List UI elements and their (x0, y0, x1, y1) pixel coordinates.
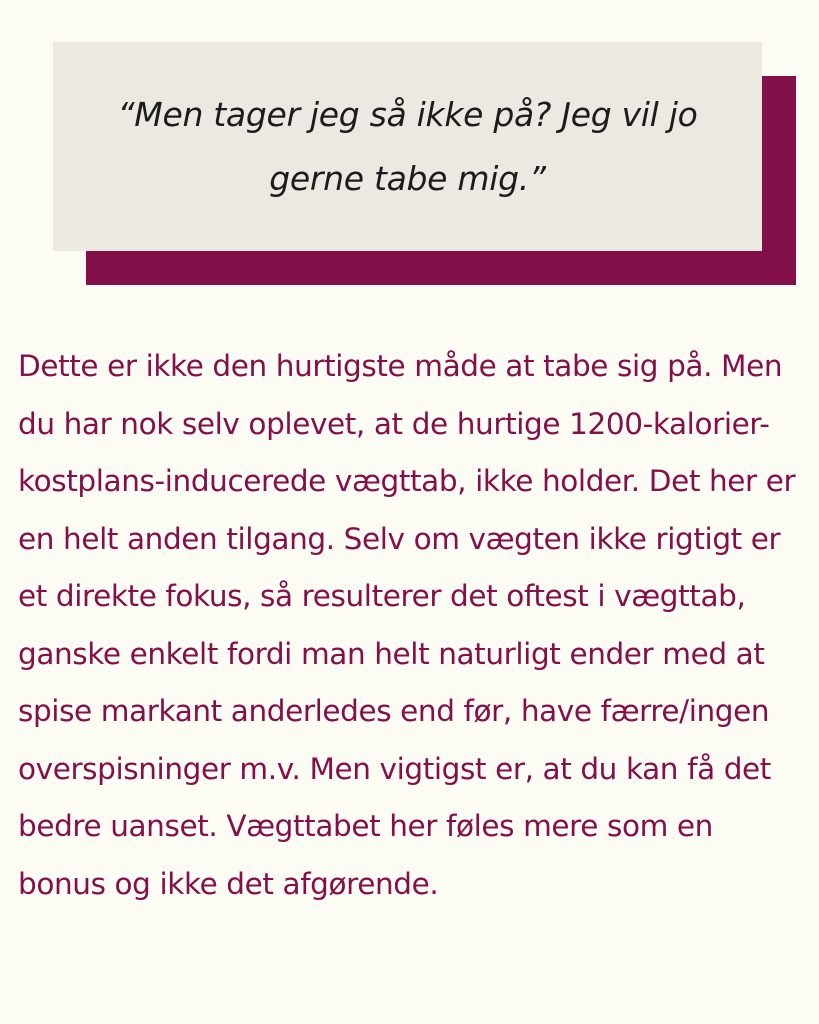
quote-box (53, 42, 762, 251)
quote-text: “Men tager jeg så ikke på? Jeg vil jo gerne tabe mig.” (117, 94, 698, 198)
body-paragraph: Dette er ikke den hurtigste måde at tabe sig på. Men du har nok selv oplevet, at de hurtige 1200-kalorier-kostplans-inducerede vægttab, ikke holder. Det her er en helt anden tilgang. Selv om vægten ikke rigtigt er et direkte fokus, så resulterer det oftest i vægttab, ganske enkelt fordi man helt naturligt ender med at spise markant anderledes end før, have færre/ingen overspisninger m.v. Men vigtigst er, at du kan få det bedre uanset. Vægttabet her føles mere som en bonus og ikke det afgørende. (18, 349, 796, 901)
